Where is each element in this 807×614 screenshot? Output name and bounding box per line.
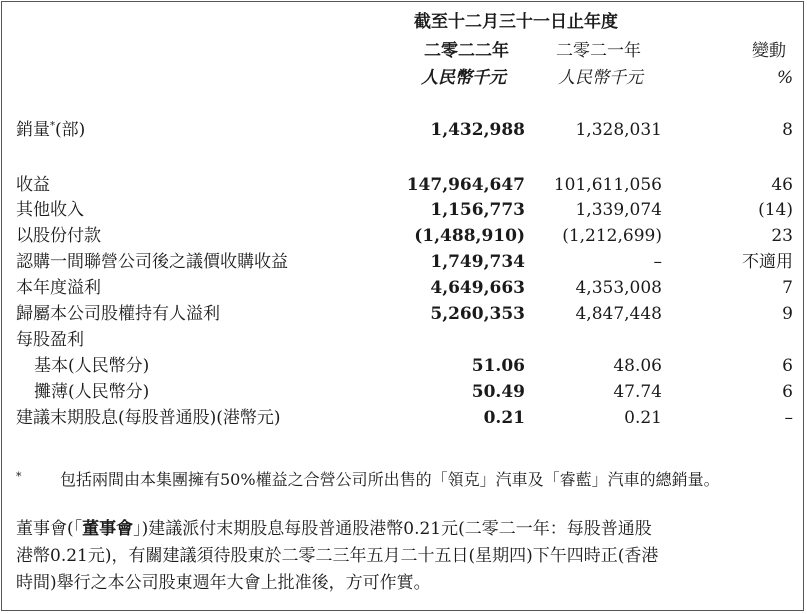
row-label: 基本(人民幣分) <box>34 356 150 376</box>
value-2021: 47.74 <box>613 382 662 402</box>
unit-change-header: % <box>777 68 794 88</box>
table-row <box>0 118 805 142</box>
value-change: 9 <box>782 304 793 324</box>
unit-2021-header: 人民幣千元 <box>558 68 643 88</box>
table-row <box>0 198 805 222</box>
dividend-paragraph <box>16 516 796 597</box>
table-row <box>0 380 805 404</box>
board-term: 董事會 <box>82 519 134 539</box>
unit-2022-header: 人民幣千元 <box>421 68 506 88</box>
footnote-marker: * <box>50 120 55 132</box>
value-change: 6 <box>782 382 793 402</box>
value-change: – <box>784 408 793 428</box>
value-2021: 101,611,056 <box>553 175 662 195</box>
paragraph-line: 時間)舉行之本公司股東週年大會上批准後，方可作實。 <box>16 573 431 593</box>
value-2021: 4,353,008 <box>575 278 662 298</box>
row-label: 以股份付款 <box>16 226 101 246</box>
row-label: 歸屬本公司股權持有人溢利 <box>16 304 220 324</box>
value-2022: 1,156,773 <box>430 200 525 220</box>
table-row <box>0 224 805 248</box>
col-2022-header: 二零二二年 <box>424 41 509 61</box>
value-2022: 147,964,647 <box>406 175 525 195</box>
value-2021: 0.21 <box>624 408 662 428</box>
table-row <box>0 406 805 430</box>
table-row <box>0 302 805 326</box>
value-change: 6 <box>782 356 793 376</box>
value-2021: 1,339,074 <box>575 200 662 220</box>
row-label: 每股盈利 <box>16 330 84 350</box>
col-change-header: 變動 <box>752 41 786 61</box>
value-change: 7 <box>782 278 793 298</box>
footnote-mark: * <box>16 470 22 483</box>
table-row <box>0 173 805 197</box>
value-2022: (1,488,910) <box>414 226 525 246</box>
paragraph-line: 董事會(「董事會」)建議派付末期股息每股普通股港幣0.21元(二零二一年：每股普通股 <box>16 519 652 539</box>
value-2021: 48.06 <box>613 356 662 376</box>
table-row <box>0 276 805 300</box>
value-2022: 5,260,353 <box>430 304 525 324</box>
row-label: 銷量*(部) <box>16 120 86 140</box>
footnote-text: 包括兩間由本集團擁有50%權益之合營公司所出售的「領克」汽車及「睿藍」汽車的總銷量。 <box>60 470 720 489</box>
value-2022: 50.49 <box>471 382 525 402</box>
value-change: 23 <box>771 226 793 246</box>
value-change: (14) <box>758 200 793 220</box>
value-2021: 4,847,448 <box>575 304 662 324</box>
value-2022: 1,432,988 <box>430 120 525 140</box>
row-label: 認購一間聯營公司後之議價收購收益 <box>16 252 288 272</box>
value-2021: 1,328,031 <box>575 120 662 140</box>
value-change: 不適用 <box>742 252 793 272</box>
row-label: 建議末期股息(每股普通股)(港幣元) <box>16 408 281 428</box>
table-row <box>0 250 805 274</box>
col-2021-header: 二零二一年 <box>556 41 641 61</box>
value-change: 46 <box>771 175 793 195</box>
value-2022: 4,649,663 <box>430 278 525 298</box>
period-header: 截至十二月三十一日止年度 <box>414 12 618 32</box>
row-label: 攤薄(人民幣分) <box>34 382 150 402</box>
row-label: 本年度溢利 <box>16 278 101 298</box>
row-label: 收益 <box>16 175 50 195</box>
paragraph-line: 港幣0.21元)，有關建議須待股東於二零二三年五月二十五日(星期四)下午四時正(香港 <box>16 546 659 566</box>
value-2021: (1,212,699) <box>562 226 662 246</box>
value-2022: 0.21 <box>483 408 525 428</box>
value-2021: – <box>653 252 662 272</box>
row-label: 其他收入 <box>16 200 84 220</box>
table-row <box>0 354 805 378</box>
table-row <box>0 328 805 352</box>
value-change: 8 <box>782 120 793 140</box>
value-2022: 51.06 <box>471 356 525 376</box>
value-2022: 1,749,734 <box>430 252 525 272</box>
